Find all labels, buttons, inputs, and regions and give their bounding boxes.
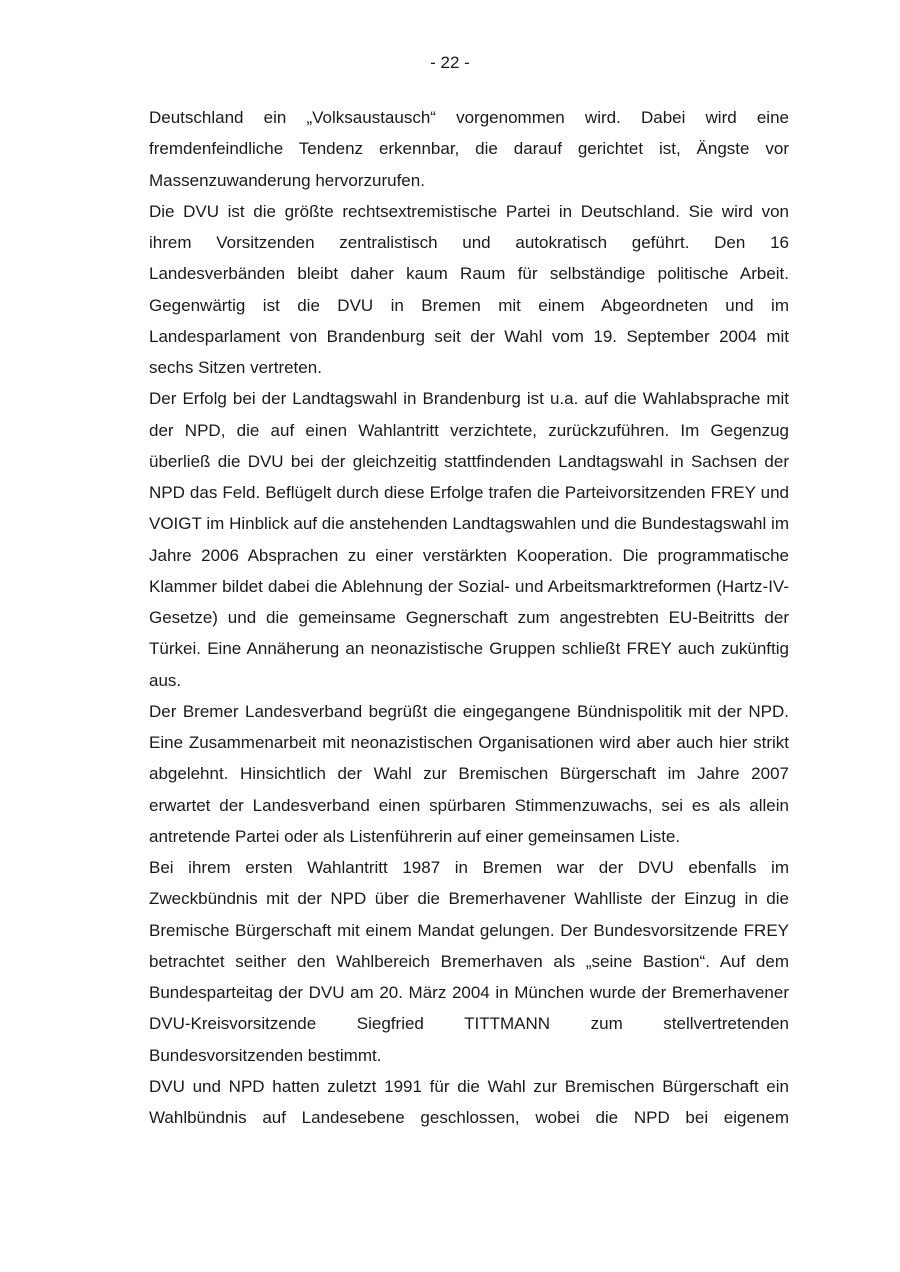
paragraph-brandenburg-election: Der Erfolg bei der Landtagswahl in Brandenburg ist u.a. auf die Wahlabsprache mit der NPD, die auf einen Wahlantritt verzichtete, zurückzuführen. Im Gegenzug überließ die DVU bei der gleichzeitig stattfindenden Landtagswahl in Sachsen der NPD das Feld. Beflügelt durch diese Erfolge trafen die Parteivorsitzenden FREY und VOIGT im Hinblick auf die anstehenden Landtagswahlen und die Bundestagswahl im Jahre 2006 Absprachen zu einer verstärkten Kooperation. Die programmatische Klammer bildet dabei die Ablehnung der Sozial- und Arbeitsmarktreformen (Hartz-IV-Gesetze) und die gemeinsame Gegnerschaft zum angestrebten EU-Beitritts der Türkei. Eine Annäherung an neonazistische Gruppen schließt FREY auch zukünftig aus.: [149, 389, 789, 690]
paragraph-alliance-1991: DVU und NPD hatten zuletzt 1991 für die Wahl zur Bremischen Bürgerschaft ein Wahlbündnis auf Landesebene geschlossen, wobei die NPD bei eigenem: [149, 1076, 789, 1127]
paragraph-first-election-1987: Bei ihrem ersten Wahlantritt 1987 in Bremen war der DVU ebenfalls im Zweckbündnis mit der NPD über die Bremerhavener Wahlliste der Einzug in die Bremische Bürgerschaft mit einem Mandat gelungen. Der Bundesvorsitzende FREY betrachtet seither den Wahlbereich Bremerhaven als „seine Bastion“. Auf dem Bundesparteitag der DVU am 20. März 2004 in München wurde der Bremerhavener DVU-Kreisvorsitzende Siegfried TITTMANN zum stellvertretenden Bundesvorsitzenden bestimmt.: [149, 858, 789, 1065]
paragraph-bremen-state-association: Der Bremer Landesverband begrüßt die eingegangene Bündnispolitik mit der NPD. Eine Zusammenarbeit mit neonazistischen Organisationen wird aber auch hier strikt abgelehnt. Hinsichtlich der Wahl zur Bremischen Bürgerschaft im Jahre 2007 erwartet der Landesverband einen spürbaren Stimmenzuwachs, sei es als allein antretende Partei oder als Listenführerin auf einer gemeinsamen Liste.: [149, 701, 789, 846]
body-text: [149, 102, 789, 1133]
page-number: - 22 -: [430, 53, 470, 72]
paragraph-dvu-largest-party: Die DVU ist die größte rechtsextremistische Partei in Deutschland. Sie wird von ihrem Vorsitzenden zentralistisch und autokratisch geführt. Den 16 Landesverbänden bleibt daher kaum Raum für selbständige politische Arbeit. Gegenwärtig ist die DVU in Bremen mit einem Abgeordneten und im Landesparlament von Brandenburg seit der Wahl vom 19. September 2004 mit sechs Sitzen vertreten.: [149, 201, 789, 377]
paragraph-volksaustausch: Deutschland ein „Volksaustausch“ vorgenommen wird. Dabei wird eine fremdenfeindliche Tendenz erkennbar, die darauf gerichtet ist, Ängste vor Massenzuwanderung hervorzurufen.: [149, 108, 789, 190]
